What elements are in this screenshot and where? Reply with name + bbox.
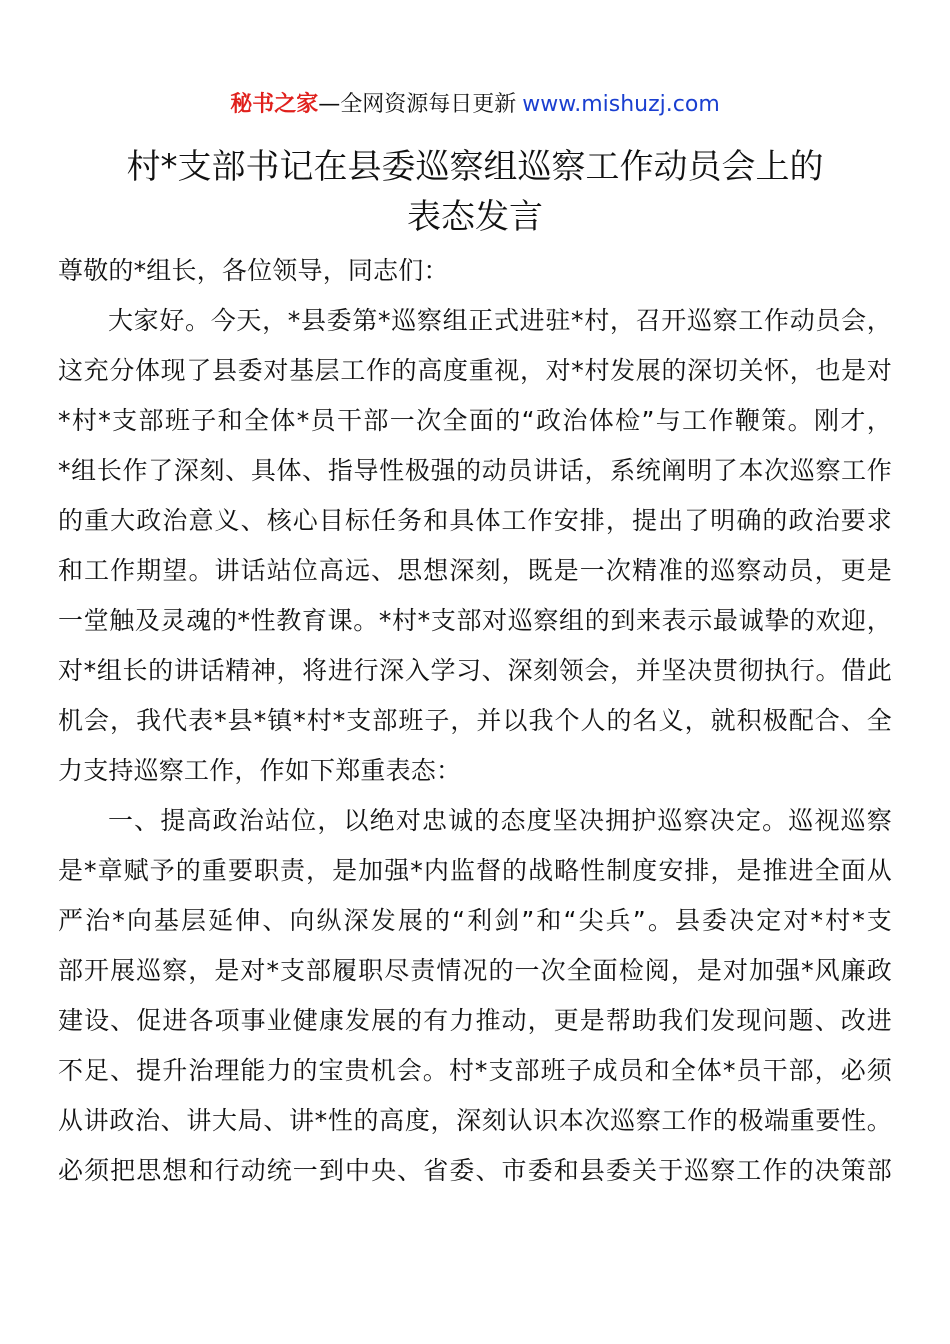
paragraph-line: 严治*向基层延伸、向纵深发展的“利剑”和“尖兵”。县委决定对*村*支 xyxy=(58,906,892,935)
salutation: 尊敬的*组长，各位领导，同志们： xyxy=(58,256,449,285)
paragraph-line: *村*支部班子和全体*员干部一次全面的“政治体检”与工作鞭策。刚才， xyxy=(58,406,892,435)
paragraph-line: 是*章赋予的重要职责，是加强*内监督的战略性制度安排，是推进全面从 xyxy=(58,856,892,885)
paragraph-line: 的重大政治意义、核心目标任务和具体工作安排，提出了明确的政治要求 xyxy=(58,506,892,535)
paragraph-line: 大家好。今天，*县委第*巡察组正式进驻*村，召开巡察工作动员会， xyxy=(108,306,892,335)
site-header xyxy=(0,88,950,122)
paragraph-line: 和工作期望。讲话站位高远、思想深刻，既是一次精准的巡察动员，更是 xyxy=(58,556,892,585)
site-url-link[interactable]: www.mishuzj.com xyxy=(522,92,720,117)
paragraph-line: 机会，我代表*县*镇*村*支部班子，并以我个人的名义，就积极配合、全 xyxy=(58,706,892,735)
paragraph-line: 一堂触及灵魂的*性教育课。*村*支部对巡察组的到来表示最诚挚的欢迎， xyxy=(58,606,892,635)
brand-name: 秘书之家 xyxy=(230,92,319,117)
paragraph-line: 力支持巡察工作，作如下郑重表态： xyxy=(58,756,462,785)
paragraph-line: 建设、促进各项事业健康发展的有力推动，更是帮助我们发现问题、改进 xyxy=(58,1006,892,1035)
paragraph-line: 不足、提升治理能力的宝贵机会。村*支部班子成员和全体*员干部，必须 xyxy=(58,1056,892,1085)
paragraph-line: 部开展巡察，是对*支部履职尽责情况的一次全面检阅，是对加强*风廉政 xyxy=(58,956,892,985)
header-tagline: —全网资源每日更新 xyxy=(318,92,517,117)
document-body xyxy=(58,246,892,1196)
paragraph-line: 必须把思想和行动统一到中央、省委、市委和县委关于巡察工作的决策部 xyxy=(58,1156,892,1185)
section-heading-line: 一、提高政治站位，以绝对忠诚的态度坚决拥护巡察决定。巡视巡察 xyxy=(108,806,892,835)
title-line-1: 村*支部书记在县委巡察组巡察工作动员会上的 xyxy=(126,147,824,187)
title-line-2: 表态发言 xyxy=(407,197,543,237)
document-title xyxy=(0,142,950,242)
paragraph-line: 对*组长的讲话精神，将进行深入学习、深刻领会，并坚决贯彻执行。借此 xyxy=(58,656,892,685)
paragraph-line: 这充分体现了县委对基层工作的高度重视，对*村发展的深切关怀，也是对 xyxy=(58,356,892,385)
paragraph-line: 从讲政治、讲大局、讲*性的高度，深刻认识本次巡察工作的极端重要性。 xyxy=(58,1106,892,1135)
paragraph-line: *组长作了深刻、具体、指导性极强的动员讲话，系统阐明了本次巡察工作 xyxy=(58,456,892,485)
